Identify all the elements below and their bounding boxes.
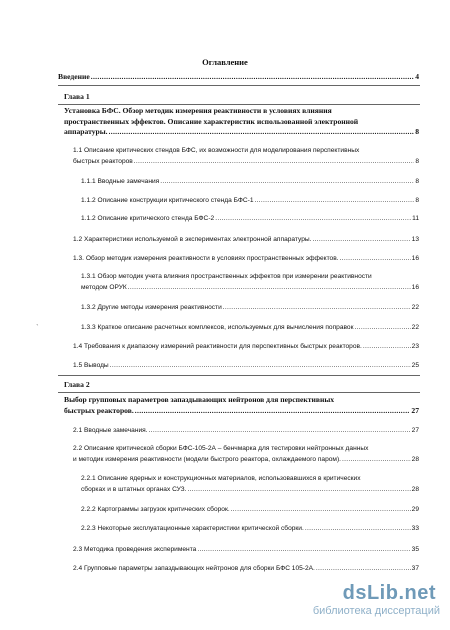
entry-label: 1.3.1 Обзор методик учета влияния пространственных эффектов при измерении реактивности xyxy=(81,273,372,280)
entry-last-line xyxy=(81,485,419,496)
entry-page: 25 xyxy=(411,362,419,369)
entry-page: 11 xyxy=(412,215,419,222)
leader-dots xyxy=(187,485,410,496)
leader-dots xyxy=(149,427,411,434)
entry-last-line xyxy=(73,157,419,168)
entry-last-line xyxy=(73,455,419,466)
leader-dots xyxy=(109,127,415,138)
chapter-heading: Глава 2 xyxy=(64,380,90,389)
leader-dots xyxy=(363,343,411,350)
leader-dots xyxy=(215,215,411,222)
leader-dots xyxy=(342,455,411,466)
entry-label: сборках и в штатных органах СУЗ. xyxy=(81,485,187,493)
toc-entry[interactable] xyxy=(81,272,419,293)
entry-page: 28 xyxy=(411,455,419,463)
entry-label: быстрых реакторов xyxy=(73,157,133,165)
toc-entry-intro[interactable] xyxy=(58,72,419,81)
toc-entry[interactable] xyxy=(81,525,419,532)
entry-page: 33 xyxy=(411,525,419,532)
chapter-title-line: Установка БФС. Обзор методик измерения реактивности в условиях влияния xyxy=(64,106,332,115)
entry-page: 22 xyxy=(411,324,419,331)
entry-page: 8 xyxy=(415,197,419,204)
leader-dots xyxy=(223,304,411,311)
chapter-title[interactable] xyxy=(64,106,419,138)
toc-title: Оглавление xyxy=(202,57,248,67)
leader-dots xyxy=(255,197,415,204)
toc-entry[interactable] xyxy=(81,197,419,204)
watermark xyxy=(270,582,446,618)
entry-page: 35 xyxy=(411,546,419,553)
entry-page: 22 xyxy=(411,304,419,311)
entry-label: 1.4 Требования к диапазону измерений реактивности для перспективных быстрых реакторов. xyxy=(73,343,362,350)
divider xyxy=(58,104,420,105)
entry-label: 1.2 Характеристики используемой в экспериментах электронной аппаратуры. xyxy=(73,236,312,243)
entry-page: 8 xyxy=(415,157,419,165)
toc-entry[interactable] xyxy=(73,255,419,262)
entry-label: 1.3.3 Краткое описание расчетных комплексов, используемых для вычисления поправок xyxy=(81,324,354,331)
toc-entry[interactable] xyxy=(73,362,419,369)
divider xyxy=(58,375,420,376)
entry-label: 2.4 Групповые параметры запаздывающих нейтронов для сборки БФС 105-2А. xyxy=(73,565,315,572)
watermark-logo: dsLib.net xyxy=(342,582,436,604)
entry-page: 29 xyxy=(411,506,419,513)
divider xyxy=(58,392,420,393)
leader-dots xyxy=(313,236,411,243)
entry-label: методом ОРУК xyxy=(81,283,127,291)
entry-page: 27 xyxy=(411,405,419,415)
entry-page: 4 xyxy=(415,72,419,81)
leader-dots xyxy=(135,406,411,417)
chapter-title-last-line xyxy=(64,127,419,138)
leader-dots xyxy=(128,283,411,294)
entry-label: 1.1.2 Описание критического стенда БФС-2 xyxy=(81,215,215,222)
chapter-title-line: аппаратуры. xyxy=(64,127,108,136)
toc-entry[interactable] xyxy=(73,146,419,167)
leader-dots xyxy=(231,506,411,513)
toc-entry[interactable] xyxy=(73,546,419,553)
leader-dots xyxy=(340,255,411,262)
chapter-title[interactable] xyxy=(64,395,419,416)
entry-label: 2.2.1 Описание ядерных и конструкционных материалов, использовавшихся в критических xyxy=(81,475,361,482)
toc-entry[interactable] xyxy=(81,474,419,495)
entry-page: 8 xyxy=(415,178,419,185)
entry-page: 13 xyxy=(411,236,419,243)
toc-entry[interactable] xyxy=(73,565,419,572)
leader-dots xyxy=(197,546,410,553)
leader-dots xyxy=(91,72,414,81)
entry-page: 27 xyxy=(411,427,419,434)
chapter-title-last-line xyxy=(64,406,419,417)
entry-label: 2.3 Методика проведения эксперимента xyxy=(73,546,197,553)
leader-dots xyxy=(305,525,411,532)
entry-label: 2.1 Вводные замечания. xyxy=(73,427,148,434)
entry-label: 2.2.3 Некоторые эксплуатационные характеристики критической сборки. xyxy=(81,525,304,532)
chapter-heading: Глава 1 xyxy=(64,92,90,101)
divider xyxy=(58,85,420,86)
chapter-title-line: пространственных эффектов. Описание характеристик использованной электронной xyxy=(64,116,359,126)
leader-dots xyxy=(110,362,411,369)
toc-entry[interactable] xyxy=(81,506,419,513)
entry-page: 16 xyxy=(411,255,419,262)
toc-entry[interactable] xyxy=(81,304,419,311)
entry-label: 1.5 Выводы xyxy=(73,362,109,369)
entry-label: 1.3. Обзор методик измерения реактивности в условиях пространственных эффектов. xyxy=(73,255,339,262)
entry-label: 2.2.2 Картограммы загрузок критических сборок. xyxy=(81,506,230,513)
entry-page: 16 xyxy=(411,283,419,291)
entry-label: 2.2 Описание критической сборки БФС-105-2А – бенчмарка для тестировки нейтронных данных xyxy=(73,445,369,452)
entry-label: 1.1.1 Вводные замечания xyxy=(81,178,160,185)
toc-entry[interactable] xyxy=(81,215,419,222)
toc-entry[interactable] xyxy=(81,178,419,185)
entry-page: 8 xyxy=(415,127,419,136)
leader-dots xyxy=(160,178,414,185)
toc-entry[interactable] xyxy=(73,444,419,465)
toc-entry[interactable] xyxy=(81,324,419,331)
entry-label: 1.1.2 Описание конструкции критического стенда БФС-1 xyxy=(81,197,254,204)
leader-dots xyxy=(316,565,411,572)
leader-dots xyxy=(354,324,410,331)
entry-label: и методик измерения реактивности (модели быстрого реактора, охлаждаемого паром). xyxy=(73,455,341,463)
leader-dots xyxy=(134,157,415,168)
chapter-title-line: Выбор групповых параметров запаздывающих нейтронов для перспективных xyxy=(64,395,335,404)
toc-entry[interactable] xyxy=(73,427,419,434)
entry-label: 1.3.2 Другие методы измерения реактивности xyxy=(81,304,222,311)
toc-entry[interactable] xyxy=(73,343,419,350)
watermark-subtitle: библиотека диссертаций xyxy=(312,605,440,617)
stray-mark: ` xyxy=(36,323,39,332)
entry-page: 23 xyxy=(411,343,419,350)
toc-entry[interactable] xyxy=(73,236,419,243)
entry-last-line xyxy=(81,283,419,294)
chapter-title-line: быстрых реакторов. xyxy=(64,405,134,415)
entry-label: 1.1 Описание критических стендов БФС, их возможности для моделирования перспективных xyxy=(73,147,360,154)
entry-label: Введение xyxy=(58,72,90,81)
entry-page: 28 xyxy=(411,485,419,493)
entry-page: 37 xyxy=(411,565,419,572)
